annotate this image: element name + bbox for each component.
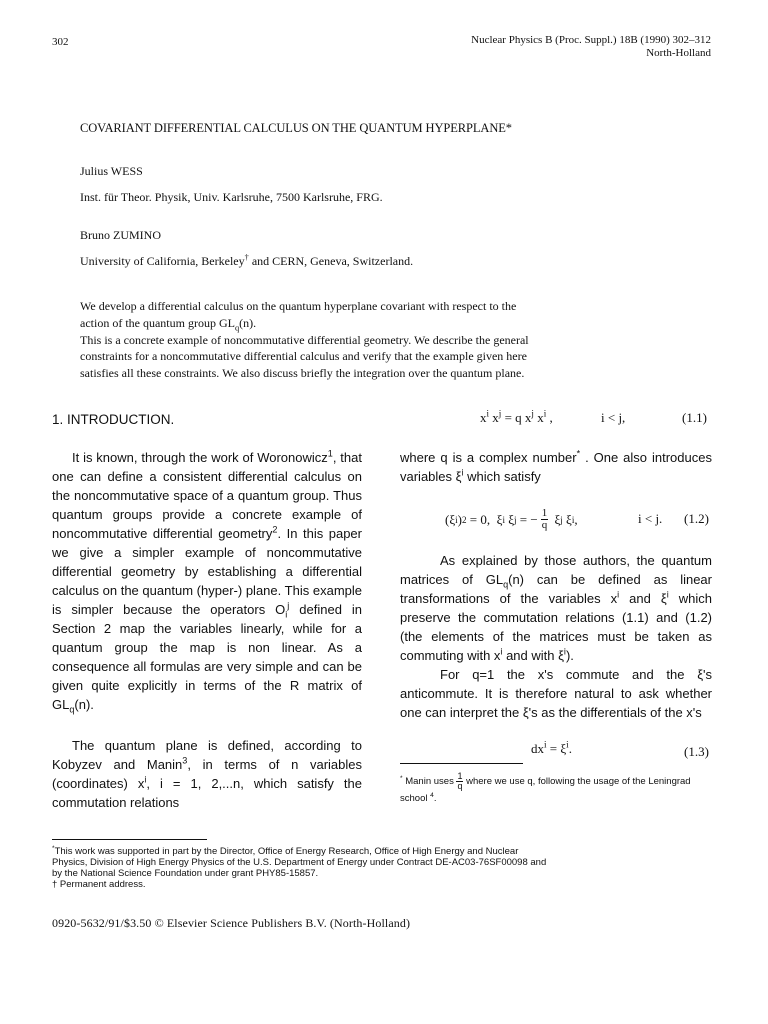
paragraph <box>52 448 362 714</box>
paragraph <box>52 736 362 812</box>
text: ). <box>565 648 574 663</box>
eq-part: (ξ <box>445 511 456 527</box>
publisher-line: North-Holland <box>646 47 711 59</box>
equation-number: (1.1) <box>682 410 707 425</box>
superscript: i <box>543 408 547 419</box>
abstract <box>80 298 580 382</box>
equation-1-3 <box>531 741 572 757</box>
abstract-text: (n). <box>239 315 257 330</box>
superscript: i <box>500 646 503 657</box>
author-affiliation: Inst. für Theor. Physik, Univ. Karlsruhe, 7500 Karlsruhe, FRG. <box>80 190 383 204</box>
superscript: i <box>544 739 547 750</box>
eq-part: . <box>568 741 572 756</box>
equation-1-2: (ξ i ) 2 = 0, ξ i ξ j = − $\frac{1}{q}$ ξ j ξ i , <box>445 507 578 531</box>
left-column <box>52 430 362 812</box>
fraction <box>541 508 549 531</box>
text: defined in Section 2 map the variables linearly, while for a quantum group the map is non linear. As a consequence all formulas are very simple and can be given quite explicitly in terms of the R matrix of GL <box>52 602 362 712</box>
superscript: i <box>461 467 464 478</box>
superscript: j <box>287 600 290 611</box>
paragraph <box>400 551 712 665</box>
journal-line: Nuclear Physics B (Proc. Suppl.) 18B (1990) 302–312 <box>471 34 711 46</box>
superscript: i <box>486 408 490 419</box>
text: where q is a complex number <box>400 450 577 465</box>
subscript: q <box>69 704 75 715</box>
abstract-text: action of the quantum group GL <box>80 315 235 330</box>
reference-mark: 4 <box>430 791 434 799</box>
footnote-rule <box>400 763 523 764</box>
denominator: q <box>541 519 548 531</box>
text: and ξ <box>619 591 667 606</box>
text: . In this paper we give a simpler example of noncommutative differential geometry by establishing a differential calculus on the quantum (hyper-) plane. This example is simpler because the operators O <box>52 526 362 617</box>
copyright-line: 0920-5632/91/$3.50 © Elsevier Science Publishers B.V. (North-Holland) <box>52 916 411 930</box>
abstract-line <box>80 315 580 332</box>
footnote-rule <box>52 839 207 840</box>
eq-part: = ξ <box>546 741 567 756</box>
superscript: i <box>563 646 566 657</box>
journal-citation <box>471 34 711 60</box>
subscript: q <box>234 323 240 333</box>
superscript: i <box>617 589 620 600</box>
eq-part: = − <box>516 511 538 527</box>
footnote-manin <box>400 772 712 806</box>
affiliation-text: University of California, Berkeley <box>80 254 245 268</box>
text: It is known, through the work of Woronowicz <box>72 450 328 465</box>
superscript: i <box>566 739 569 750</box>
numerator: 1 <box>457 771 463 781</box>
equation-number: (1.3) <box>684 744 709 759</box>
affiliation-mark: † <box>244 253 249 262</box>
author-name: Bruno ZUMINO <box>80 228 161 242</box>
text: This work was supported in part by the Director, Office of Energy Research, Office of High Energy and Nuclear Physics, Division of High Energy Physics of the U.S. Department of Energy under Contract DE-AC03-76SF00098 and by the National Science Foundation under grant PHY85-15857. <box>52 846 547 879</box>
numerator: 1 <box>541 507 548 519</box>
eq-part: = q x <box>501 410 532 425</box>
subscript: i <box>285 609 288 620</box>
abstract-line: constraints for a noncommutative differential calculus and verify that the example given here <box>80 349 527 364</box>
paragraph: For q=1 the x's commute and the ξ's anticommute. It is therefore natural to ask whether one can interpret the ξ's as the differentials of the x's <box>400 667 712 720</box>
superscript: j <box>498 408 502 419</box>
text: Manin uses <box>402 776 457 788</box>
text: (n) can be defined as linear transformations of the variables x <box>400 572 712 606</box>
text: . <box>433 793 437 804</box>
text: As explained by those authors, the quantum matrices of GL <box>400 553 712 587</box>
paper-title: COVARIANT DIFFERENTIAL CALCULUS ON THE QUANTUM HYPERPLANE* <box>80 121 512 135</box>
eq-part: ) <box>457 511 462 527</box>
right-column <box>400 430 712 486</box>
reference-mark: 1 <box>327 448 333 459</box>
text: . One also introduces variables ξ <box>400 450 712 484</box>
equation-condition: i < j, <box>601 410 626 425</box>
footnotes <box>52 846 552 890</box>
equation-1-1 <box>480 410 553 426</box>
eq-part: ξ <box>562 511 572 527</box>
footnote-mark: * <box>52 844 55 852</box>
section-heading: 1. INTRODUCTION. <box>52 412 175 427</box>
superscript: i <box>666 589 669 600</box>
abstract-line: We develop a differential calculus on the quantum hyperplane covariant with respect to the <box>80 299 517 313</box>
reference-mark: 2 <box>272 524 278 535</box>
eq-part: dx <box>531 741 544 756</box>
eq-part: x <box>489 410 499 425</box>
text: which preserve the commutation relations (1.1) and (1.2) (the elements of the matrices must be taken as commuting with x <box>400 591 713 663</box>
footnote-funding <box>52 846 552 879</box>
text: (n). <box>74 697 94 712</box>
footnote-mark: * <box>400 774 403 782</box>
page-number: 302 <box>52 36 69 48</box>
eq-part: x <box>480 410 487 425</box>
text: and with ξ <box>502 648 564 663</box>
footnote-address: † Permanent address. <box>52 879 146 890</box>
author-affiliation <box>80 254 413 269</box>
text: , i = 1, 2,...n, which satisfy the commutation relations <box>52 776 362 810</box>
eq-part: ξ <box>551 511 561 527</box>
text: , that one can define a consistent differential calculus on the noncommutative space of a quantum group. Thus quantum groups provide a concrete example of noncommutative differential geometry <box>52 450 362 541</box>
reference-mark: 3 <box>182 755 188 766</box>
eq-part: , <box>574 511 578 527</box>
affiliation-text: and CERN, Geneva, Switzerland. <box>248 254 414 268</box>
abstract-line: satisfies all these constraints. We also discuss briefly the integration over the quantum plane. <box>80 366 525 381</box>
text: which satisfy <box>463 469 541 484</box>
equation-number: (1.2) <box>684 511 709 526</box>
footnote-mark: * <box>576 448 581 459</box>
right-column-body <box>400 551 712 722</box>
superscript: i <box>144 774 147 785</box>
equation-condition: i < j. <box>638 511 663 526</box>
abstract-line: This is a concrete example of noncommutative differential geometry. We describe the general <box>80 332 529 347</box>
text: , in terms of n variables (coordinates) x <box>52 757 363 791</box>
eq-part: x <box>533 410 544 425</box>
subscript: q <box>503 579 509 590</box>
superscript: j <box>531 408 534 419</box>
denominator: q <box>457 781 463 791</box>
text: where we use q, following the usage of the Leningrad school <box>400 776 691 804</box>
paragraph <box>400 448 712 486</box>
author-name: Julius WESS <box>80 164 143 178</box>
eq-part: , <box>546 410 553 425</box>
text: The quantum plane is defined, according to Kobyzev and Manin <box>52 738 362 772</box>
eq-part: = 0, ξ <box>466 511 503 527</box>
eq-part: ξ <box>504 511 515 527</box>
